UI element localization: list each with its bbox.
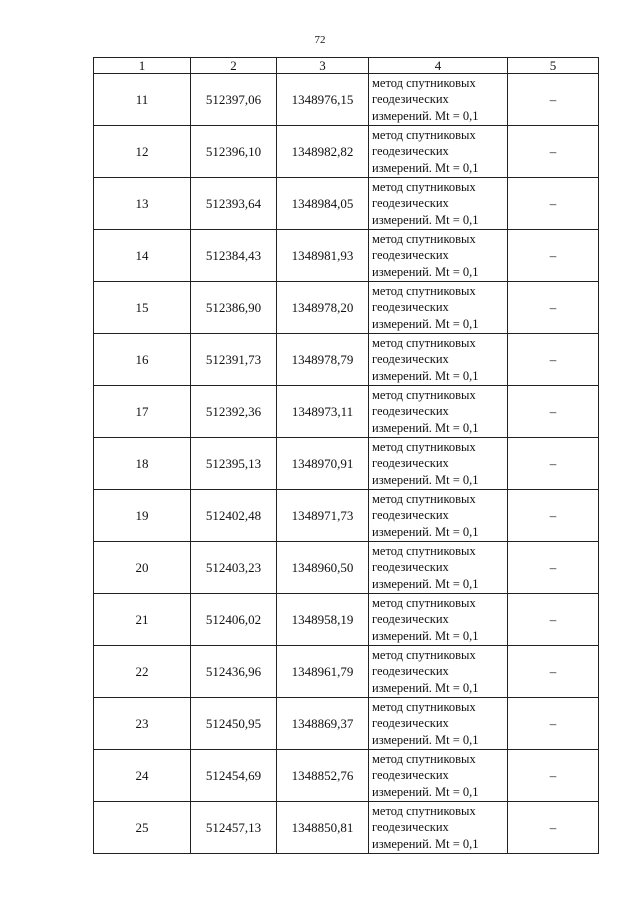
note-cell: – xyxy=(508,490,599,542)
method-cell xyxy=(369,698,508,750)
header-col-4: 4 xyxy=(369,58,508,74)
x-coordinate-cell: 512402,48 xyxy=(191,490,277,542)
method-line: метод спутниковых xyxy=(372,491,476,506)
header-row xyxy=(94,58,599,74)
point-number-cell: 22 xyxy=(94,646,191,698)
point-number-cell: 15 xyxy=(94,282,191,334)
method-cell xyxy=(369,802,508,854)
note-cell: – xyxy=(508,74,599,126)
method-line: геодезических xyxy=(372,144,449,159)
method-line: метод спутниковых xyxy=(372,803,476,818)
y-coordinate-cell: 1348978,20 xyxy=(277,282,369,334)
method-line: геодезических xyxy=(372,560,449,575)
y-coordinate-cell: 1348973,11 xyxy=(277,386,369,438)
point-number-cell: 20 xyxy=(94,542,191,594)
method-cell xyxy=(369,646,508,698)
table-row xyxy=(94,594,599,646)
method-cell xyxy=(369,386,508,438)
x-coordinate-cell: 512396,10 xyxy=(191,126,277,178)
table-row xyxy=(94,74,599,126)
table-row xyxy=(94,126,599,178)
method-line: геодезических xyxy=(372,664,449,679)
x-coordinate-cell: 512454,69 xyxy=(191,750,277,802)
coordinates-table xyxy=(93,57,599,854)
method-line: измерений. Mt = 0,1 xyxy=(372,836,479,851)
header-col-1: 1 xyxy=(94,58,191,74)
method-line: геодезических xyxy=(372,196,449,211)
method-line: геодезических xyxy=(372,820,449,835)
x-coordinate-cell: 512386,90 xyxy=(191,282,277,334)
note-cell: – xyxy=(508,750,599,802)
method-line: измерений. Mt = 0,1 xyxy=(372,264,479,279)
point-number-cell: 13 xyxy=(94,178,191,230)
point-number-cell: 24 xyxy=(94,750,191,802)
method-line: метод спутниковых xyxy=(372,595,476,610)
method-line: измерений. Mt = 0,1 xyxy=(372,316,479,331)
method-line: измерений. Mt = 0,1 xyxy=(372,160,479,175)
table-row xyxy=(94,802,599,854)
method-cell xyxy=(369,438,508,490)
x-coordinate-cell: 512457,13 xyxy=(191,802,277,854)
note-cell: – xyxy=(508,178,599,230)
point-number-cell: 19 xyxy=(94,490,191,542)
note-cell: – xyxy=(508,802,599,854)
note-cell: – xyxy=(508,698,599,750)
x-coordinate-cell: 512395,13 xyxy=(191,438,277,490)
note-cell: – xyxy=(508,230,599,282)
method-line: метод спутниковых xyxy=(372,75,476,90)
table-row xyxy=(94,230,599,282)
point-number-cell: 12 xyxy=(94,126,191,178)
table-row xyxy=(94,178,599,230)
note-cell: – xyxy=(508,438,599,490)
table-row xyxy=(94,334,599,386)
method-cell xyxy=(369,542,508,594)
x-coordinate-cell: 512391,73 xyxy=(191,334,277,386)
method-line: метод спутниковых xyxy=(372,283,476,298)
header-col-2: 2 xyxy=(191,58,277,74)
table-row xyxy=(94,698,599,750)
method-line: измерений. Mt = 0,1 xyxy=(372,576,479,591)
method-line: измерений. Mt = 0,1 xyxy=(372,680,479,695)
y-coordinate-cell: 1348958,19 xyxy=(277,594,369,646)
method-line: измерений. Mt = 0,1 xyxy=(372,628,479,643)
y-coordinate-cell: 1348976,15 xyxy=(277,74,369,126)
header-col-5: 5 xyxy=(508,58,599,74)
method-line: геодезических xyxy=(372,768,449,783)
method-line: геодезических xyxy=(372,612,449,627)
method-line: метод спутниковых xyxy=(372,751,476,766)
point-number-cell: 25 xyxy=(94,802,191,854)
method-line: метод спутниковых xyxy=(372,179,476,194)
method-line: метод спутниковых xyxy=(372,231,476,246)
table-body xyxy=(94,74,599,854)
method-line: геодезических xyxy=(372,508,449,523)
method-line: геодезических xyxy=(372,300,449,315)
method-line: метод спутниковых xyxy=(372,439,476,454)
y-coordinate-cell: 1348982,82 xyxy=(277,126,369,178)
x-coordinate-cell: 512403,23 xyxy=(191,542,277,594)
method-line: измерений. Mt = 0,1 xyxy=(372,732,479,747)
method-line: измерений. Mt = 0,1 xyxy=(372,784,479,799)
method-line: измерений. Mt = 0,1 xyxy=(372,524,479,539)
method-line: метод спутниковых xyxy=(372,699,476,714)
note-cell: – xyxy=(508,282,599,334)
method-line: геодезических xyxy=(372,404,449,419)
x-coordinate-cell: 512384,43 xyxy=(191,230,277,282)
method-line: метод спутниковых xyxy=(372,647,476,662)
method-line: метод спутниковых xyxy=(372,335,476,350)
header-col-3: 3 xyxy=(277,58,369,74)
y-coordinate-cell: 1348970,91 xyxy=(277,438,369,490)
point-number-cell: 23 xyxy=(94,698,191,750)
y-coordinate-cell: 1348978,79 xyxy=(277,334,369,386)
table-row xyxy=(94,490,599,542)
note-cell: – xyxy=(508,386,599,438)
method-line: измерений. Mt = 0,1 xyxy=(372,212,479,227)
point-number-cell: 17 xyxy=(94,386,191,438)
note-cell: – xyxy=(508,594,599,646)
page-number: 72 xyxy=(314,34,326,46)
table-row xyxy=(94,438,599,490)
point-number-cell: 11 xyxy=(94,74,191,126)
x-coordinate-cell: 512397,06 xyxy=(191,74,277,126)
table-row xyxy=(94,282,599,334)
method-cell xyxy=(369,178,508,230)
table-header xyxy=(94,58,599,74)
y-coordinate-cell: 1348869,37 xyxy=(277,698,369,750)
method-line: геодезических xyxy=(372,352,449,367)
method-line: геодезических xyxy=(372,456,449,471)
method-cell xyxy=(369,490,508,542)
method-line: измерений. Mt = 0,1 xyxy=(372,420,479,435)
y-coordinate-cell: 1348852,76 xyxy=(277,750,369,802)
x-coordinate-cell: 512392,36 xyxy=(191,386,277,438)
point-number-cell: 16 xyxy=(94,334,191,386)
x-coordinate-cell: 512436,96 xyxy=(191,646,277,698)
method-line: геодезических xyxy=(372,716,449,731)
method-line: измерений. Mt = 0,1 xyxy=(372,472,479,487)
y-coordinate-cell: 1348981,93 xyxy=(277,230,369,282)
point-number-cell: 18 xyxy=(94,438,191,490)
note-cell: – xyxy=(508,646,599,698)
note-cell: – xyxy=(508,542,599,594)
point-number-cell: 14 xyxy=(94,230,191,282)
method-cell xyxy=(369,594,508,646)
y-coordinate-cell: 1348984,05 xyxy=(277,178,369,230)
method-cell xyxy=(369,230,508,282)
y-coordinate-cell: 1348960,50 xyxy=(277,542,369,594)
method-cell xyxy=(369,282,508,334)
x-coordinate-cell: 512393,64 xyxy=(191,178,277,230)
method-line: метод спутниковых xyxy=(372,127,476,142)
note-cell: – xyxy=(508,126,599,178)
method-line: метод спутниковых xyxy=(372,387,476,402)
table-row xyxy=(94,646,599,698)
method-cell xyxy=(369,334,508,386)
note-cell: – xyxy=(508,334,599,386)
x-coordinate-cell: 512406,02 xyxy=(191,594,277,646)
point-number-cell: 21 xyxy=(94,594,191,646)
method-line: метод спутниковых xyxy=(372,543,476,558)
table-row xyxy=(94,750,599,802)
y-coordinate-cell: 1348850,81 xyxy=(277,802,369,854)
method-cell xyxy=(369,74,508,126)
y-coordinate-cell: 1348961,79 xyxy=(277,646,369,698)
method-cell xyxy=(369,750,508,802)
table-row xyxy=(94,386,599,438)
table-row xyxy=(94,542,599,594)
x-coordinate-cell: 512450,95 xyxy=(191,698,277,750)
method-line: измерений. Mt = 0,1 xyxy=(372,108,479,123)
method-cell xyxy=(369,126,508,178)
method-line: геодезических xyxy=(372,248,449,263)
y-coordinate-cell: 1348971,73 xyxy=(277,490,369,542)
method-line: геодезических xyxy=(372,92,449,107)
method-line: измерений. Mt = 0,1 xyxy=(372,368,479,383)
